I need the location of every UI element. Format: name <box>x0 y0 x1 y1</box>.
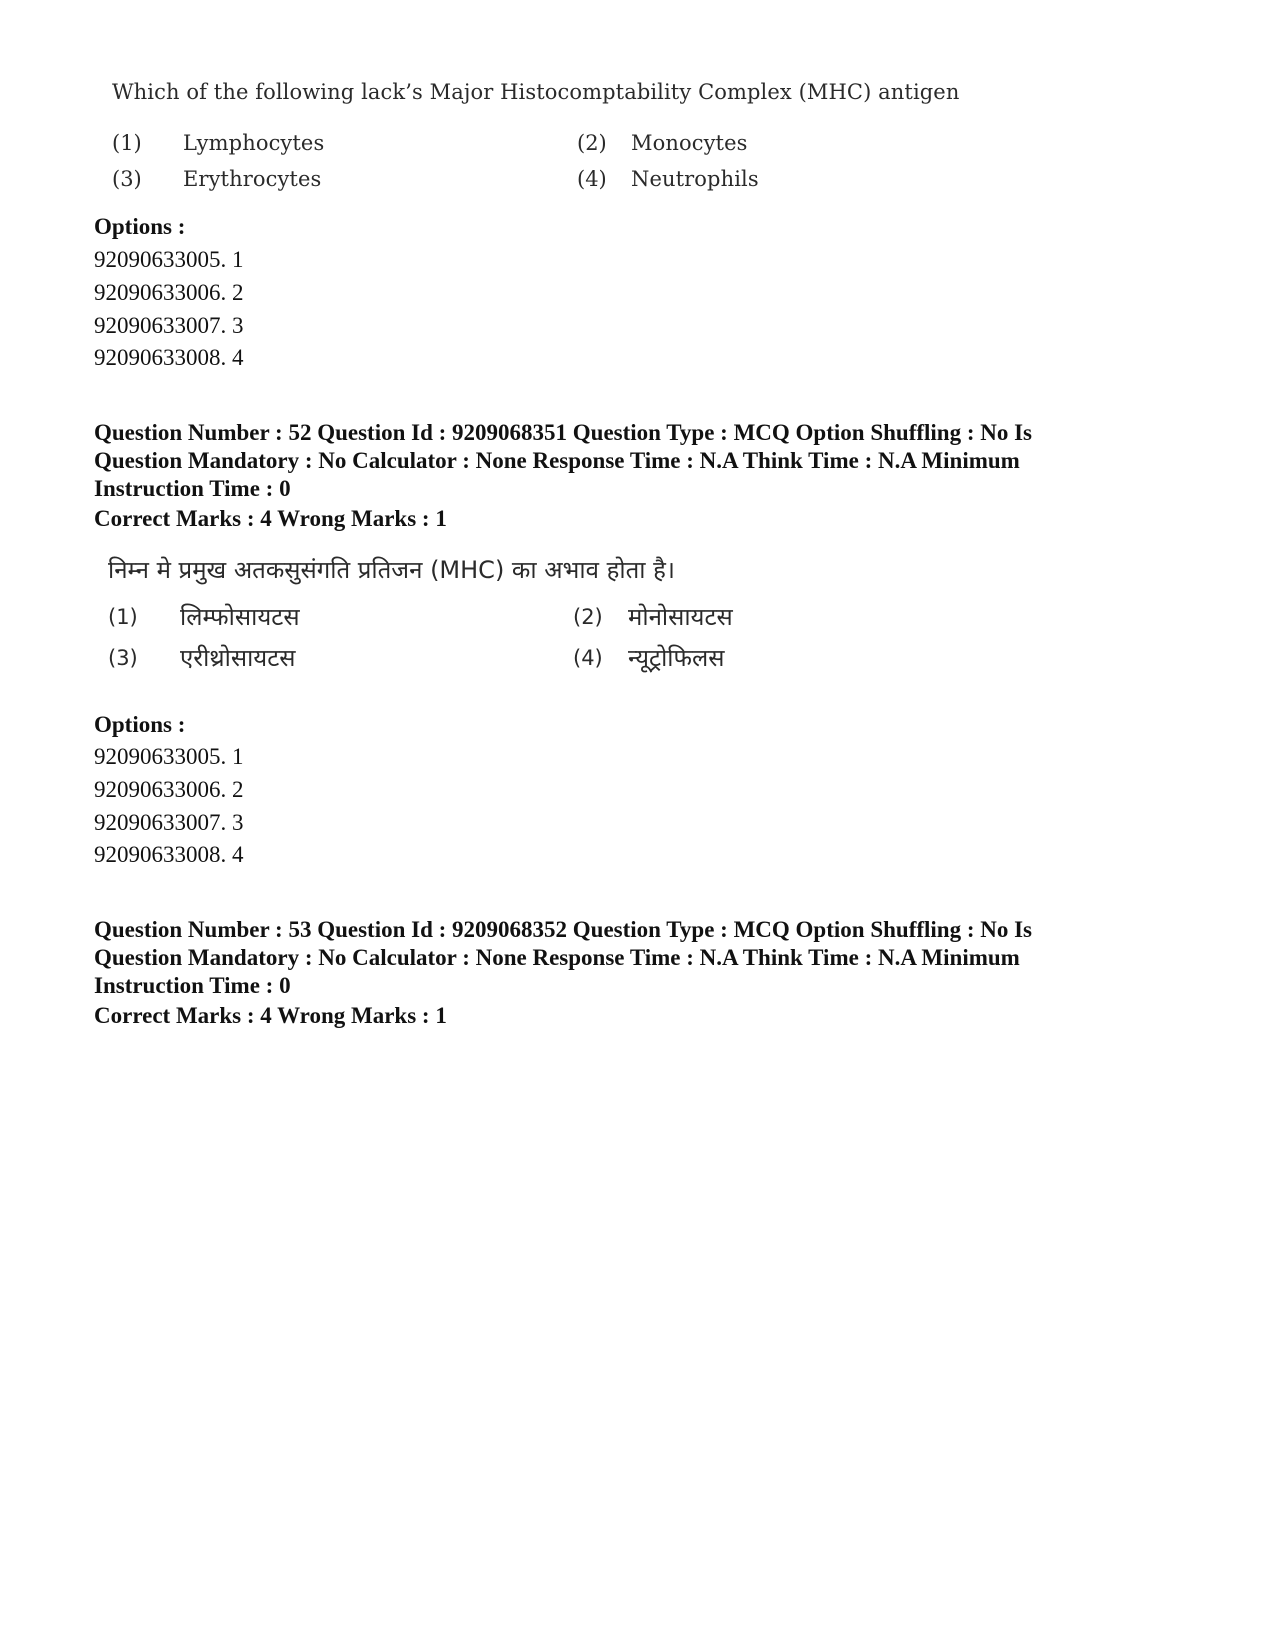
choice-3-text: एरीथ्रोसायटस <box>180 644 296 672</box>
options-heading: Options : <box>94 712 186 737</box>
question-meta <box>94 916 1104 1000</box>
choice-3-num: (3) <box>108 646 138 670</box>
option-line: 92090633008. 4 <box>94 842 244 867</box>
choice-2-num: (2) <box>573 605 603 629</box>
choice-1-text: लिम्फोसायटस <box>180 603 300 631</box>
option-line: 92090633005. 1 <box>94 744 244 769</box>
choice-2-num: (2) <box>577 131 607 155</box>
choice-2-text: मोनोसायटस <box>628 603 733 631</box>
choice-2-text: Monocytes <box>631 131 748 155</box>
choice-1-num: (1) <box>112 131 142 155</box>
question-meta-line: Question Mandatory : No Calculator : None Response Time : N.A Think Time : N.A Minimum <box>94 945 1020 970</box>
marks-line: Correct Marks : 4 Wrong Marks : 1 <box>94 1003 447 1028</box>
marks-line: Correct Marks : 4 Wrong Marks : 1 <box>94 506 447 531</box>
question-meta-line: Instruction Time : 0 <box>94 973 291 998</box>
option-line: 92090633005. 1 <box>94 247 244 272</box>
question-meta-line: Question Number : 53 Question Id : 9209068352 Question Type : MCQ Option Shuffling : No Is <box>94 917 1033 942</box>
question-text-en: Which of the following lack’s Major Histocomptability Complex (MHC) antigen <box>112 80 960 104</box>
choice-4-num: (4) <box>577 167 607 191</box>
question-meta <box>94 419 1104 503</box>
option-line: 92090633007. 3 <box>94 810 244 835</box>
option-line: 92090633006. 2 <box>94 280 244 305</box>
options-heading: Options : <box>94 214 186 239</box>
choice-1-num: (1) <box>108 605 138 629</box>
question-meta-line: Question Mandatory : No Calculator : None Response Time : N.A Think Time : N.A Minimum <box>94 448 1020 473</box>
choice-3-num: (3) <box>112 167 142 191</box>
choice-4-text: Neutrophils <box>631 167 759 191</box>
choice-1-text: Lymphocytes <box>183 131 325 155</box>
choice-4-num: (4) <box>573 646 603 670</box>
choice-3-text: Erythrocytes <box>183 167 322 191</box>
question-meta-line: Question Number : 52 Question Id : 9209068351 Question Type : MCQ Option Shuffling : No Is <box>94 420 1033 445</box>
question-meta-line: Instruction Time : 0 <box>94 476 291 501</box>
choice-4-text: न्यूट्रोफिलस <box>628 644 725 672</box>
option-line: 92090633007. 3 <box>94 313 244 338</box>
option-line: 92090633008. 4 <box>94 345 244 370</box>
option-line: 92090633006. 2 <box>94 777 244 802</box>
question-text-hi: निम्न मे प्रमुख अतकसुसंगति प्रतिजन (MHC) का अभाव होता है। <box>108 556 675 584</box>
